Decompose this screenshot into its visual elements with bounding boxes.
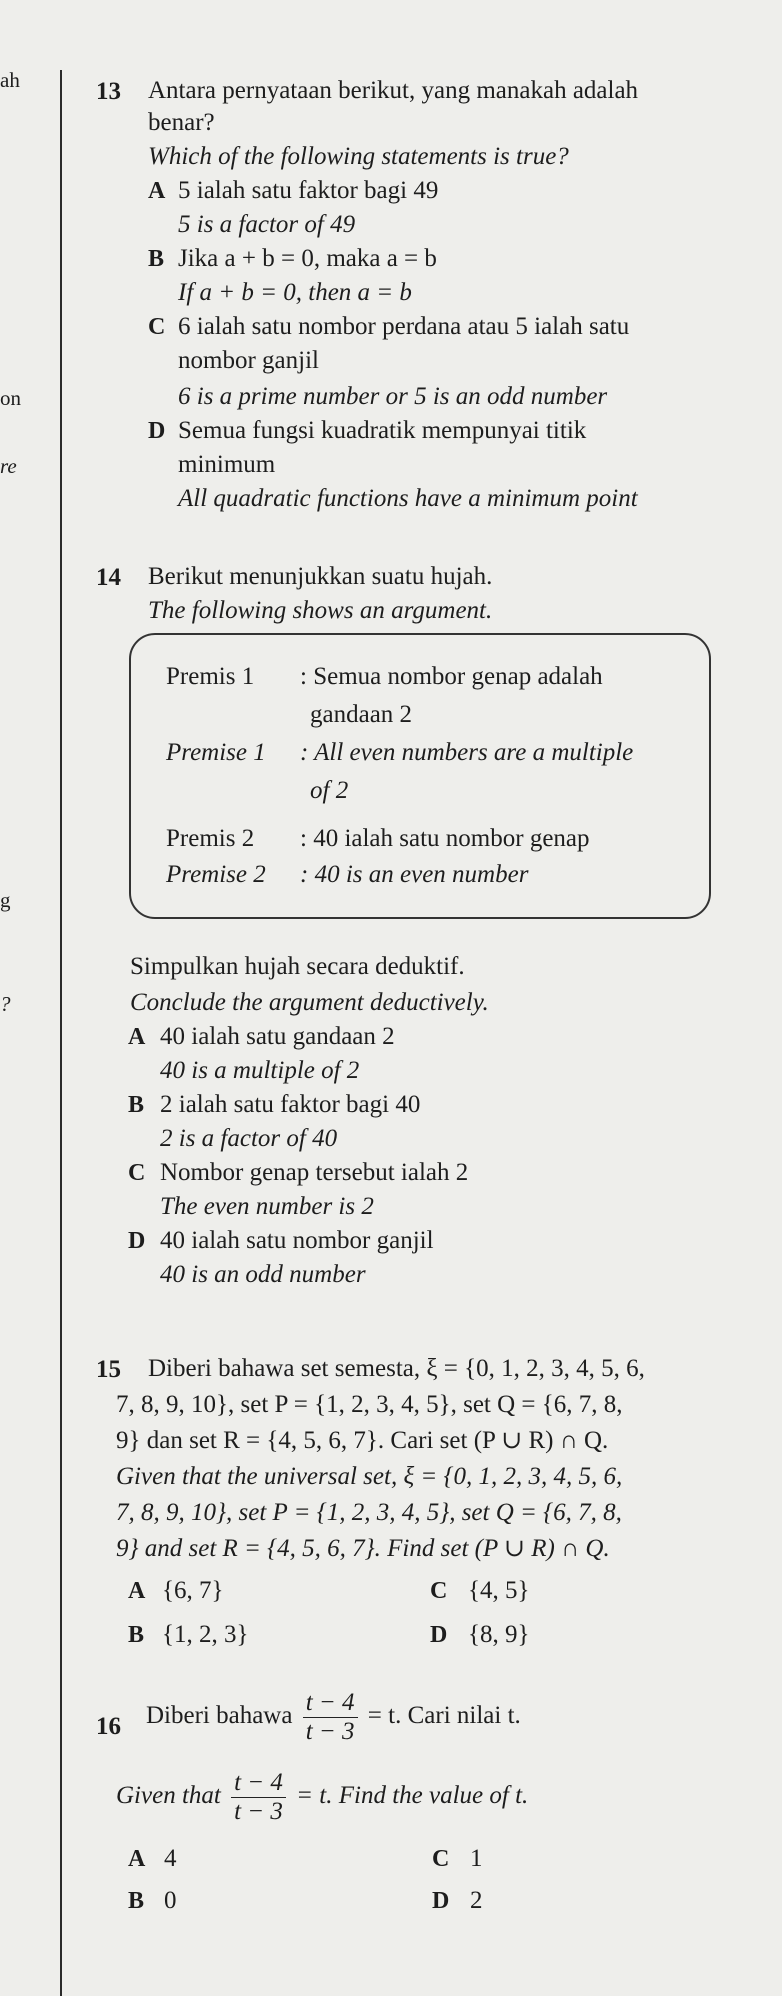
- option-b-text: 0: [164, 1887, 177, 1914]
- margin-fragment: ah: [0, 68, 20, 92]
- conclude-en: Conclude the argument deductively.: [130, 989, 489, 1016]
- margin-fragment: on: [0, 386, 21, 410]
- option-d-text: {8, 9}: [468, 1621, 530, 1648]
- stem-ms: [146, 1686, 521, 1746]
- fraction-denominator: t − 3: [234, 1797, 283, 1825]
- option-letter: A: [128, 1578, 146, 1604]
- option-c-text: 1: [470, 1845, 483, 1872]
- option-a-en: 40 is a multiple of 2: [160, 1057, 360, 1084]
- option-letter: A: [148, 178, 166, 204]
- premise-2-ms: : 40 ialah satu nombor genap: [300, 825, 590, 852]
- question-number: 15: [96, 1356, 121, 1383]
- option-letter: B: [128, 1622, 145, 1648]
- option-d-ms: minimum: [178, 451, 276, 478]
- option-letter: A: [128, 1024, 146, 1050]
- premise-2-label: Premise 2: [166, 861, 266, 888]
- option-letter: B: [148, 246, 165, 272]
- stem-en-pre: Given that: [116, 1782, 221, 1809]
- stem-ms: 7, 8, 9, 10}, set P = {1, 2, 3, 4, 5}, set Q = {6, 7, 8,: [116, 1391, 623, 1418]
- option-b-en: If a + b = 0, then a = b: [178, 279, 412, 306]
- stem-en: [116, 1766, 528, 1826]
- question-number: 16: [96, 1713, 121, 1740]
- option-letter: D: [432, 1888, 450, 1914]
- margin-fragment: ?: [0, 992, 11, 1016]
- margin-divider: [60, 70, 62, 1996]
- option-a-text: 4: [164, 1845, 177, 1872]
- stem-ms: Diberi bahawa set semesta, ξ = {0, 1, 2, 3, 4, 5, 6,: [148, 1355, 645, 1382]
- stem-en: 7, 8, 9, 10}, set P = {1, 2, 3, 4, 5}, set Q = {6, 7, 8,: [116, 1499, 622, 1526]
- margin-fragment: re: [0, 454, 17, 478]
- fraction-numerator: t − 4: [231, 1769, 286, 1798]
- stem-en: The following shows an argument.: [148, 597, 493, 624]
- option-letter: C: [148, 314, 166, 340]
- option-letter: C: [128, 1160, 146, 1186]
- stem-en: Given that the universal set, ξ = {0, 1, 2, 3, 4, 5, 6,: [116, 1463, 623, 1490]
- option-c-en: 6 is a prime number or 5 is an odd number: [178, 383, 608, 410]
- stem-ms-post: = t. Cari nilai t.: [367, 1702, 521, 1729]
- option-a-text: {6, 7}: [162, 1577, 224, 1604]
- premise-1-ms: : Semua nombor genap adalah: [300, 663, 603, 690]
- option-letter: A: [128, 1846, 146, 1872]
- option-b-en: 2 is a factor of 40: [160, 1125, 338, 1152]
- option-c-ms: 6 ialah satu nombor perdana atau 5 ialah satu: [178, 313, 630, 340]
- premise-1-label: Premis 1: [166, 663, 255, 690]
- option-a-ms: 40 ialah satu gandaan 2: [160, 1023, 395, 1050]
- option-a-en: 5 is a factor of 49: [178, 211, 356, 238]
- fraction-numerator: t − 4: [303, 1689, 358, 1718]
- option-c-ms: nombor ganjil: [178, 347, 319, 374]
- stem-en-post: = t. Find the value of t.: [296, 1782, 529, 1809]
- stem-en: Which of the following statements is true?: [148, 143, 569, 170]
- option-d-en: 40 is an odd number: [160, 1261, 366, 1288]
- option-b-text: {1, 2, 3}: [162, 1621, 249, 1648]
- option-letter: C: [430, 1578, 448, 1604]
- option-b-ms: 2 ialah satu faktor bagi 40: [160, 1091, 421, 1118]
- premise-1-en: : All even numbers are a multiple: [300, 739, 634, 766]
- premise-1-en: of 2: [310, 777, 349, 804]
- option-d-ms: Semua fungsi kuadratik mempunyai titik: [178, 417, 587, 444]
- stem-ms: 9} dan set R = {4, 5, 6, 7}. Cari set (P ∪ R) ∩ Q.: [116, 1427, 609, 1454]
- premise-1-label: Premise 1: [166, 739, 266, 766]
- fraction: [231, 1769, 286, 1826]
- option-letter: C: [432, 1846, 450, 1872]
- option-letter: D: [430, 1622, 448, 1648]
- option-letter: D: [128, 1228, 146, 1254]
- margin-fragment: g: [0, 888, 11, 912]
- option-letter: B: [128, 1092, 145, 1118]
- premise-2-en: : 40 is an even number: [300, 861, 529, 888]
- stem-en: 9} and set R = {4, 5, 6, 7}. Find set (P ∪ R) ∩ Q.: [116, 1535, 610, 1562]
- premise-2-label: Premis 2: [166, 825, 255, 852]
- question-number: 14: [96, 564, 121, 591]
- stem-ms: benar?: [148, 109, 215, 136]
- conclude-ms: Simpulkan hujah secara deduktif.: [130, 953, 465, 980]
- fraction-denominator: t − 3: [305, 1717, 355, 1745]
- stem-ms-pre: Diberi bahawa: [146, 1702, 293, 1729]
- stem-ms: Antara pernyataan berikut, yang manakah adalah: [148, 77, 639, 104]
- option-a-ms: 5 ialah satu faktor bagi 49: [178, 177, 439, 204]
- option-letter: D: [148, 418, 166, 444]
- option-c-ms: Nombor genap tersebut ialah 2: [160, 1159, 469, 1186]
- option-letter: B: [128, 1888, 145, 1914]
- option-c-text: {4, 5}: [468, 1577, 530, 1604]
- option-d-text: 2: [470, 1887, 483, 1914]
- option-c-en: The even number is 2: [160, 1193, 374, 1220]
- option-d-ms: 40 ialah satu nombor ganjil: [160, 1227, 434, 1254]
- question-number: 13: [96, 78, 121, 105]
- stem-ms: Berikut menunjukkan suatu hujah.: [148, 563, 493, 590]
- option-b-ms: Jika a + b = 0, maka a = b: [178, 245, 437, 272]
- option-d-en: All quadratic functions have a minimum point: [178, 485, 638, 512]
- premise-1-ms: gandaan 2: [310, 701, 413, 728]
- fraction: [303, 1689, 358, 1746]
